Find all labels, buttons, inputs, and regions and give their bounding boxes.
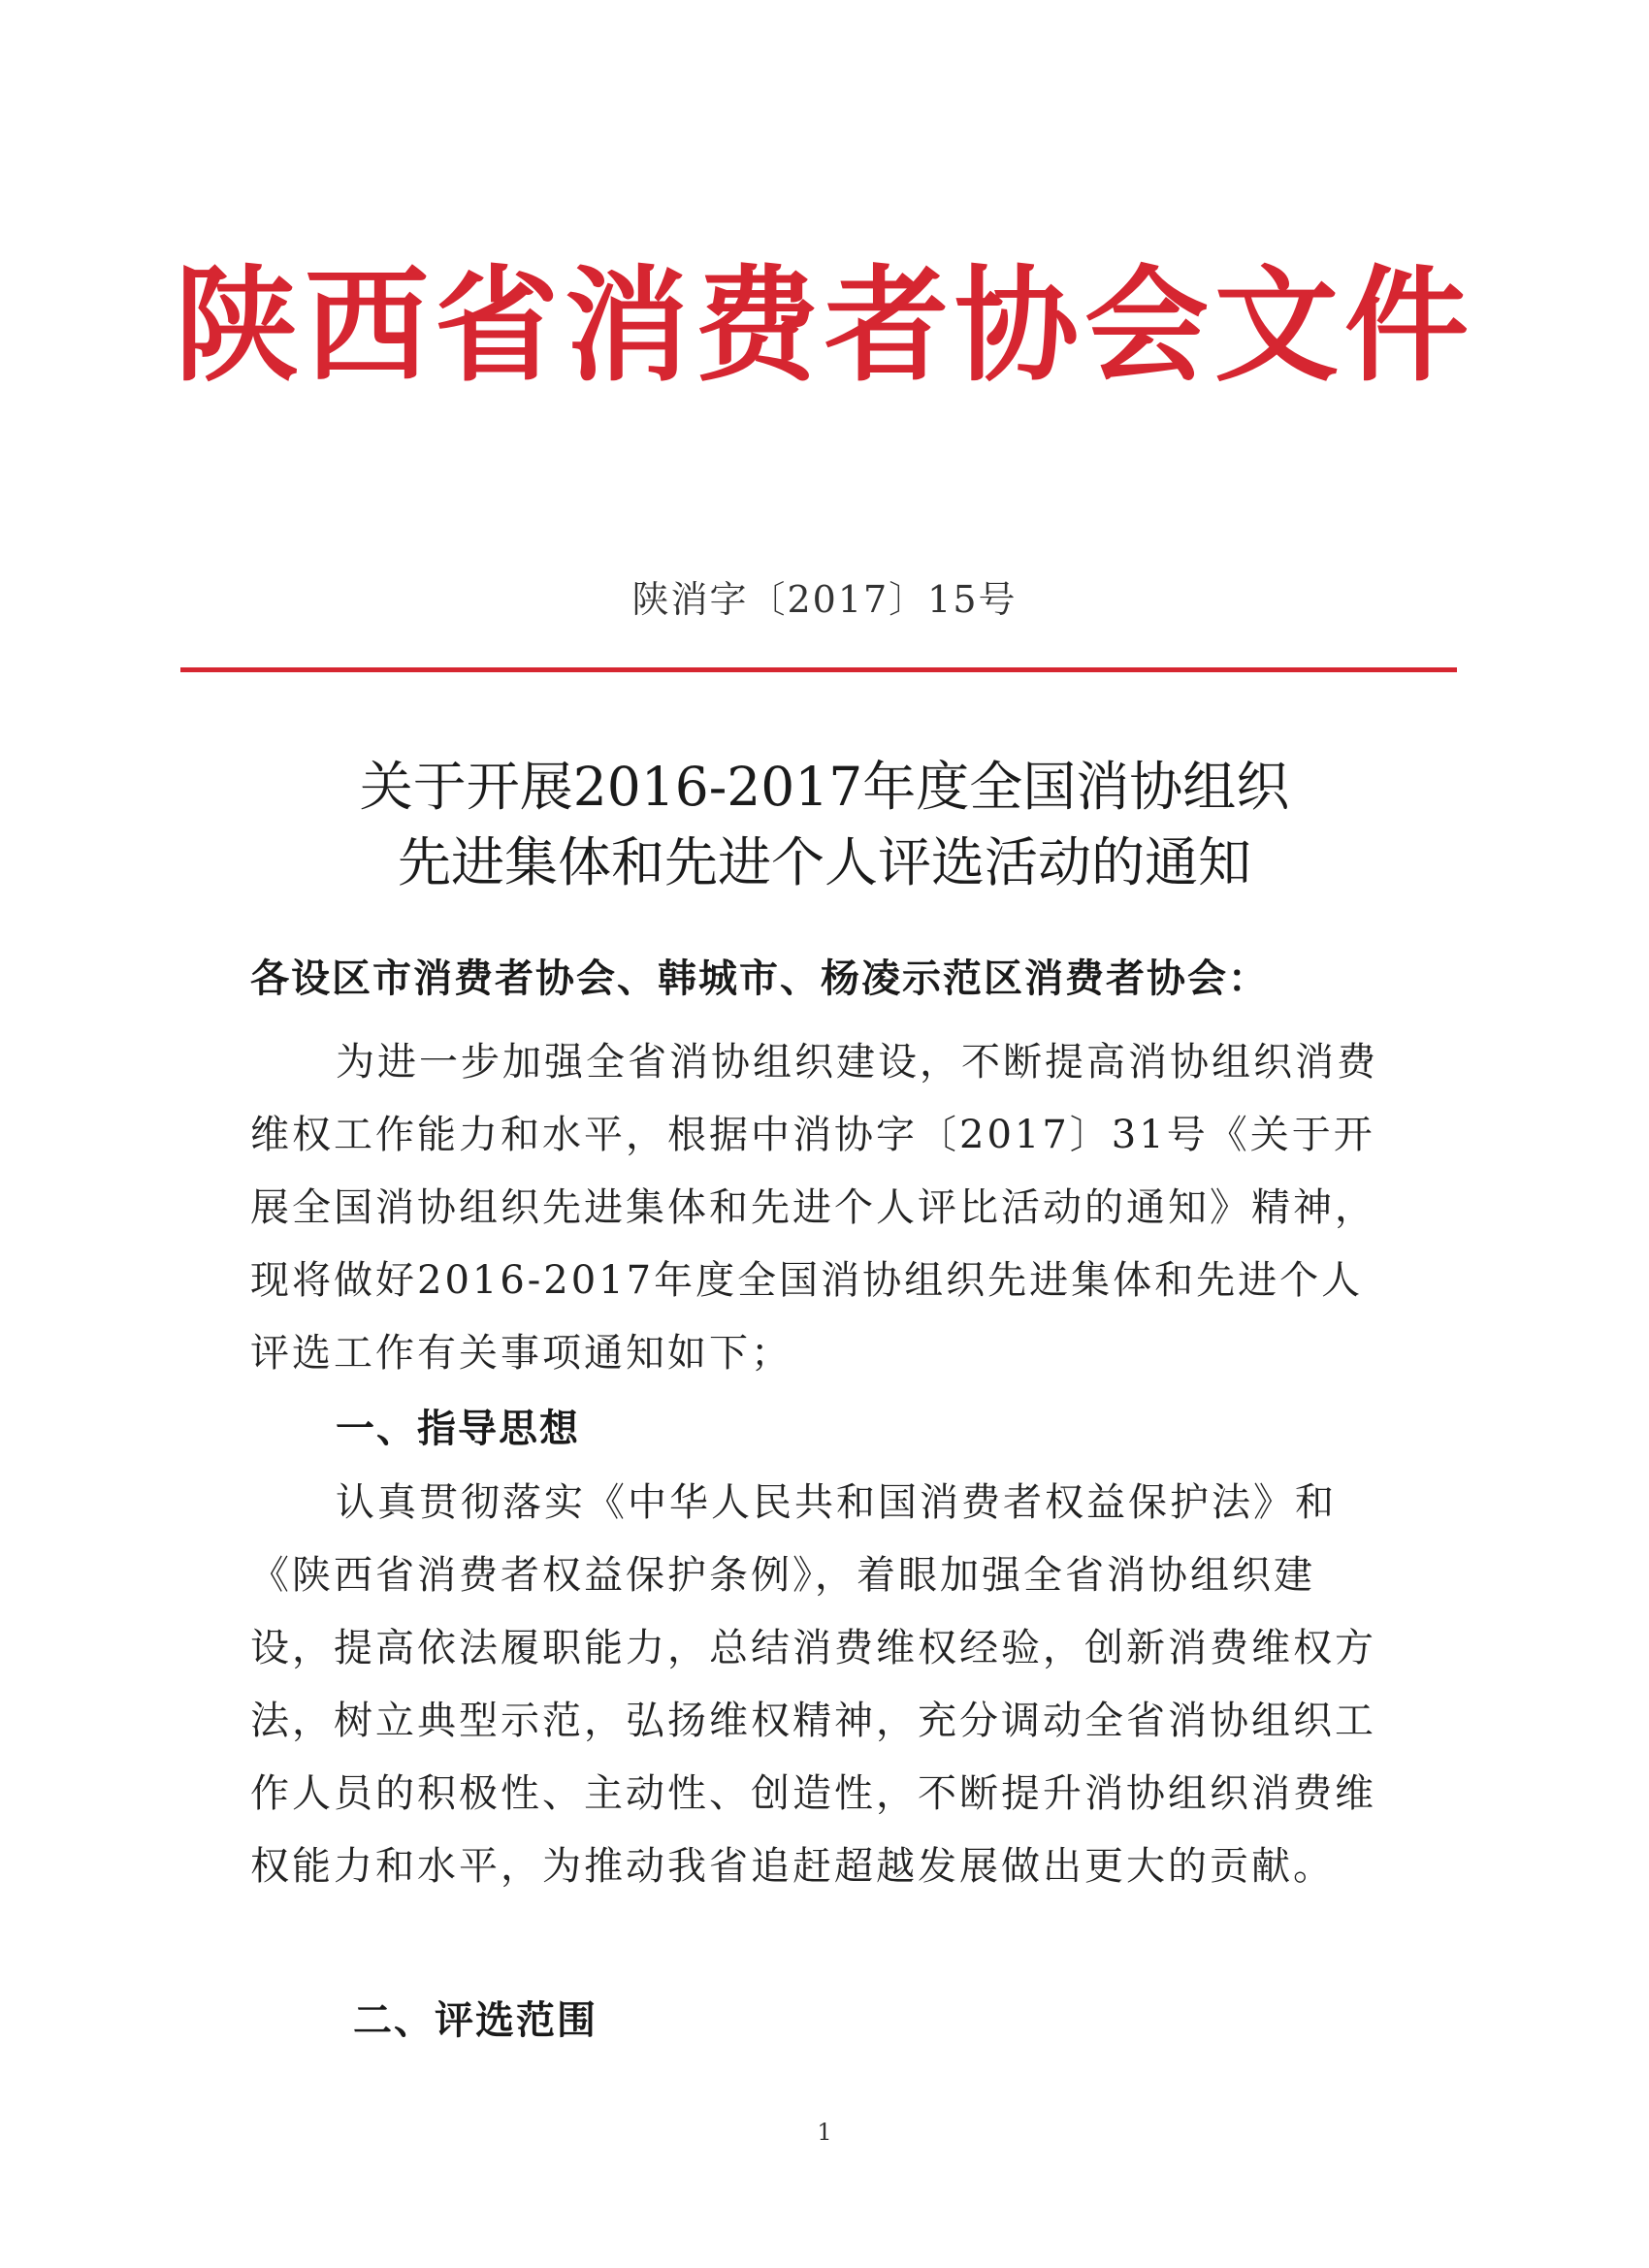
section-heading-guiding-thought: 一、指导思想 [336, 1407, 580, 1451]
document-number: 陕消字〔2017〕15号 [631, 578, 1018, 621]
section-1-paragraph-text: 认真贯彻落实《中华人民共和国消费者权益保护法》和《陕西省消费者权益保护条例》，着眼加强全省消协组织建设，提高依法履职能力，总结消费维权经验，创新消费维权方法，树立典型示范，弘扬维权精神，充分调动全省消协组织工作人员的积极性、主动性、创造性，不断提升消协组织消费维权能力和水平，为推动我省追赶超越发展做出更大的贡献。 [250, 1480, 1376, 1889]
section-heading-selection-scope: 二、评选范围 [353, 1998, 598, 2043]
intro-paragraph [250, 1026, 1383, 1390]
intro-paragraph-text: 为进一步加强全省消协组织建设，不断提高消协组织消费维权工作能力和水平，根据中消协字〔2017〕31号《关于开展全国消协组织先进集体和先进个人评比活动的通知》精神，现将做好2016-2017年度全国消协组织先进集体和先进个人评选工作有关事项通知如下； [250, 1040, 1378, 1376]
addressee: 各设区市消费者协会、韩城市、杨凌示范区消费者协会： [250, 956, 1269, 1001]
notice-title-line-1: 关于开展2016-2017年度全国消协组织 [359, 756, 1290, 818]
red-divider-line [180, 667, 1457, 672]
document-header-title: 陕西省消费者协会文件 [174, 254, 1474, 399]
notice-title [0, 749, 1649, 900]
notice-title-line-2: 先进集体和先进个人评选活动的通知 [397, 831, 1251, 893]
section-1-paragraph [250, 1467, 1383, 1903]
page-number: 1 [817, 2119, 832, 2146]
